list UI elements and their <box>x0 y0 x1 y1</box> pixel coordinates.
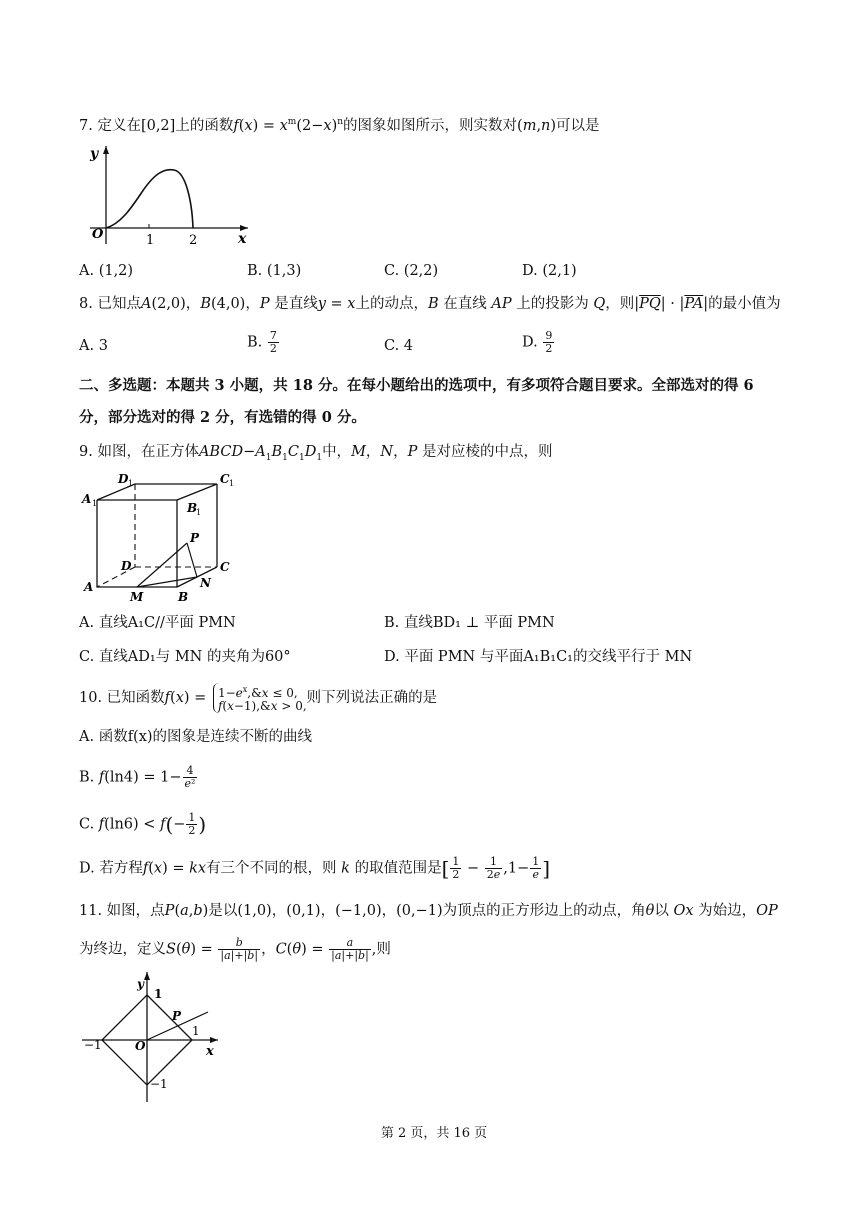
q11-one-top: 1 <box>154 987 163 1001</box>
label-b: B <box>178 590 189 604</box>
q11-point-p: P <box>172 1009 182 1023</box>
label-n: N <box>200 576 211 590</box>
label-a1-sub: 1 <box>92 499 98 508</box>
q11-x-label: x <box>206 1044 214 1059</box>
q7-option-c: C. (2,2) <box>384 263 439 279</box>
label-b1: B <box>187 501 198 515</box>
label-c1-sub: 1 <box>229 479 235 488</box>
q7-graph <box>80 140 260 250</box>
q9-stem: 9. 如图，在正方体$ABCD-A_1B_1C_1D_1$中，M，N，P 是对应棱的中点，则 <box>79 444 553 463</box>
q7-x-label: x <box>238 231 247 247</box>
q10-option-d: D. 若方程f(x) = kx有三个不同的根，则 k 的取值范围是[ $\frac{1}{2}$ − $\frac{1}{2e}$ ,1− $\frac{1}{e}$ ] <box>79 855 551 881</box>
q8-option-d: D. $\frac{9}{2}$ <box>522 329 553 355</box>
q7-origin: O <box>92 227 104 242</box>
label-d1: D <box>118 472 129 486</box>
label-p: P <box>190 531 200 545</box>
q9-option-a: A. 直线A₁C//平面 PMN <box>79 615 236 631</box>
label-a: A <box>84 580 94 594</box>
q8-stem: 8. 已知点A(2,0)，B(4,0)，P 是直线y = x上的动点，B 在直线 AP 上的投影为 Q，则$|\overline{PQ}| \cdot |\overline{PA}|$的最小值为 <box>79 296 781 312</box>
q7-tick-2: 2 <box>189 233 198 248</box>
label-b1-sub: 1 <box>196 508 202 517</box>
q7-option-a: A. (1,2) <box>79 263 134 279</box>
q10-option-c: C. f(ln6) < f(− $\frac{1}{2}$ ) <box>79 811 207 837</box>
q8-option-a: A. 3 <box>79 338 108 354</box>
q11-one-right: 1 <box>192 1024 200 1038</box>
q11-y-label: y <box>137 977 144 991</box>
section2-line2: 分，部分选对的得 2 分，有选错的得 0 分。 <box>79 409 366 426</box>
q9-cube-figure <box>80 470 240 605</box>
q7-option-d: D. (2,1) <box>522 263 577 279</box>
label-a1: A <box>82 492 92 506</box>
q8-option-c: C. 4 <box>384 338 414 354</box>
q11-stem-line2: 为终边，定义S(θ) = $\frac{b}{|a|+|b|}$ ，C(θ) = $\frac{a}{|a|+|b|}$ ,则 <box>79 936 391 962</box>
q9-option-b: B. 直线BD₁ ⊥ 平面 PMN <box>384 615 555 631</box>
label-d: D <box>121 559 132 573</box>
q10-stem: 10. 已知函数$f(x) = 1-e^x,\&x \le 0$, f(x−1),&x > 0,则下列说法正确的是 <box>79 685 438 713</box>
label-c: C <box>220 560 230 574</box>
q9-option-d: D. 平面 PMN 与平面A₁B₁C₁的交线平行于 MN <box>384 649 693 665</box>
label-m: M <box>130 590 144 604</box>
q8-option-b: B. $\frac{7}{2}$ <box>247 329 277 355</box>
section2-line1: 二、多选题：本题共 3 小题，共 18 分。在每小题给出的选项中，有多项符合题目要求。全部选对的得 6 <box>79 377 754 394</box>
q10-option-b: B. f(ln4) = 1− $\frac{4}{\text{e²}}$ <box>79 764 196 790</box>
q11-neg-one-left: −1 <box>84 1038 102 1052</box>
q7-tick-1: 1 <box>146 233 155 248</box>
q7-option-b: B. (1,3) <box>247 263 302 279</box>
label-d1-sub: 1 <box>128 479 134 488</box>
q7-stem: 7. 定义在[0,2]上的函数$f(x) = x^m(2-x)^n$的图象如图所示，则实数对(m,n)可以是 <box>79 117 600 134</box>
q9-option-c: C. 直线AD₁与 MN 的夹角为60° <box>79 649 291 665</box>
page-footer: 第 2 页，共 16 页 <box>380 1126 488 1141</box>
q11-neg-one-bottom: −1 <box>150 1077 168 1091</box>
q10-option-a: A. 函数f(x)的图象是连续不断的曲线 <box>79 729 313 745</box>
q7-y-label: y <box>90 146 99 162</box>
q11-stem-line1: 11. 如图，点P(a,b)是以(1,0)，(0,1)，(−1,0)，(0,−1)为顶点的正方形边上的动点，角θ以 Ox 为始边，OP <box>79 903 778 919</box>
q11-origin: O <box>135 1039 146 1053</box>
label-c1: C <box>220 472 230 486</box>
q11-graph <box>80 968 230 1108</box>
